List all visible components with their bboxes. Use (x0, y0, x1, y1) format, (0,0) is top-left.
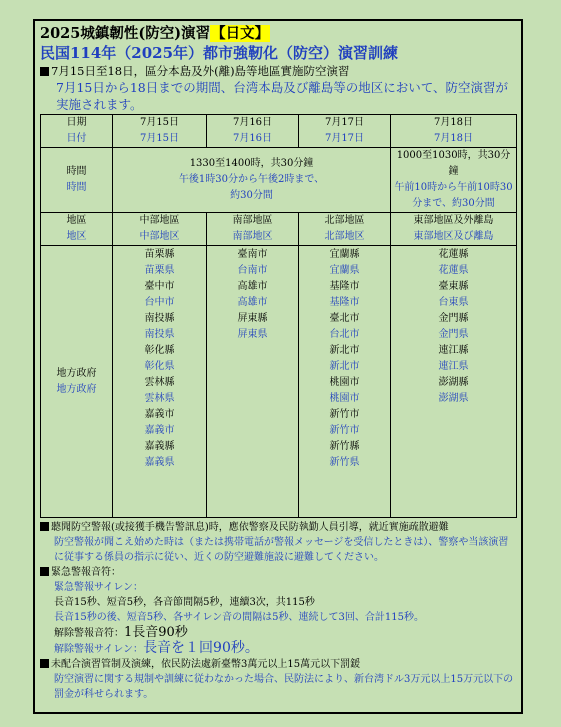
language-tag: 【日文】 (211, 25, 270, 42)
note-clear-zh: 解除警報音符：1長音90秒 (54, 625, 188, 640)
gov-name-ja: 台中市 (144, 297, 175, 308)
time-label: 時間 時間 (41, 148, 113, 213)
gov-name-ja: 金門県 (438, 329, 469, 340)
gov-name-ja: 基隆市 (329, 297, 360, 308)
gov-name-zh: 臺東縣 (438, 281, 469, 292)
gov-list-south (207, 246, 299, 518)
gov-name-zh: 新北市 (329, 345, 360, 356)
bullet-icon (40, 567, 49, 576)
gov-list-east (391, 246, 517, 518)
gov-name-ja: 台東県 (438, 297, 469, 308)
title-ja: 民国114年（2025年）都市強靭化（防空）演習訓練 (40, 44, 399, 62)
gov-name-zh: 金門縣 (438, 313, 469, 324)
area-cell: 北部地區 北部地区 (299, 213, 391, 246)
gov-name-ja: 彰化県 (144, 361, 175, 372)
gov-name-ja: 嘉義市 (144, 425, 175, 436)
gov-name-zh: 宜蘭縣 (329, 249, 360, 260)
gov-name-zh: 雲林縣 (144, 377, 175, 388)
bullet-icon (40, 522, 49, 531)
gov-name-zh: 南投縣 (144, 313, 175, 324)
area-cell: 東部地區及外離島 東部地区及び離島 (391, 213, 517, 246)
note-alert-detail-ja: 長音15秒の後、短音5秒、各サイレン音の間隔は5秒、連続して3回、合計115秒。 (54, 612, 424, 623)
gov-name-zh: 花蓮縣 (438, 249, 469, 260)
gov-name-ja: 連江県 (438, 361, 469, 372)
date-row (41, 115, 517, 148)
area-cell: 南部地區 南部地区 (207, 213, 299, 246)
intro-zh-text: 7月15日至18日，區分本島及外(離)島等地區實施防空演習 (51, 64, 350, 78)
gov-name-zh: 桃園市 (329, 377, 360, 388)
gov-name-zh: 嘉義市 (144, 409, 175, 420)
note-penalty-ja: 防空演習に関する規制や訓練に従わなかった場合、民防法により、新台湾ドル3万元以上15万元以下の罰金が科せられます。 (54, 674, 514, 700)
gov-name-zh: 高雄市 (237, 281, 268, 292)
gov-name-ja: 桃園市 (329, 393, 360, 404)
gov-name-zh: 臺南市 (237, 249, 268, 260)
intro-ja: 7月15日から18日までの期間、台湾本島及び離島等の地区において、防空演習が実施されます。 (56, 80, 509, 112)
note-alert-zh: 緊急警報音符： (40, 565, 516, 580)
gov-name-ja: 台南市 (237, 265, 268, 276)
gov-name-ja: 新竹県 (329, 457, 360, 468)
area-row (41, 213, 517, 246)
gov-name-zh: 新竹市 (329, 409, 360, 420)
gov-name-zh: 嘉義縣 (144, 441, 175, 452)
gov-name-ja: 南投県 (144, 329, 175, 340)
gov-name-ja: 宜蘭県 (329, 265, 360, 276)
bullet-icon (40, 659, 49, 668)
date-cell: 7月16日 7月16日 (207, 115, 299, 148)
gov-name-ja: 新竹市 (329, 425, 360, 436)
date-cell: 7月15日 7月15日 (113, 115, 207, 148)
gov-name-ja: 澎湖県 (438, 393, 469, 404)
schedule-table (40, 114, 517, 518)
area-label: 地區 地区 (41, 213, 113, 246)
gov-list-central (113, 246, 207, 518)
note-alert-ja: 緊急警報サイレン： (54, 582, 144, 593)
title-zh (40, 24, 516, 43)
gov-name-ja: 嘉義県 (144, 457, 175, 468)
gov-name-ja: 新北市 (329, 361, 360, 372)
gov-name-zh: 屏東縣 (237, 313, 268, 324)
gov-name-zh: 澎湖縣 (438, 377, 469, 388)
gov-list-north (299, 246, 391, 518)
gov-name-ja: 高雄市 (237, 297, 268, 308)
time-cell-east: 1000至1030時，共30分鐘 午前10時から午前10時30 分まで、約30分間 (391, 148, 517, 213)
time-row (41, 148, 517, 213)
note-alert-detail-zh: 長音15秒、短音5秒，各音節間隔5秒，連續3次，共115秒 (54, 597, 315, 608)
note-clear-ja: 解除警報サイレン：長音を１回90秒。 (54, 640, 259, 656)
gov-name-zh: 臺北市 (329, 313, 360, 324)
note-penalty-zh: 未配合演習管制及演練，依民防法處新臺幣3萬元以上15萬元以下罰鍰 (40, 657, 516, 672)
gov-name-ja: 屏東県 (237, 329, 268, 340)
gov-name-zh: 臺中市 (144, 281, 175, 292)
notes-section (40, 520, 516, 702)
date-cell: 7月17日 7月17日 (299, 115, 391, 148)
title-zh-text: 2025城鎮韌性(防空)演習 (40, 25, 211, 42)
time-cell-main: 1330至1400時，共30分鐘 午後1時30分から午後2時まで、 約30分間 (113, 148, 391, 213)
gov-name-zh: 彰化縣 (144, 345, 175, 356)
intro-zh (40, 63, 516, 79)
date-cell: 7月18日 7月18日 (391, 115, 517, 148)
gov-name-ja: 台北市 (329, 329, 360, 340)
gov-label: 地方政府 地方政府 (41, 246, 113, 518)
date-label: 日期 日付 (41, 115, 113, 148)
gov-row (41, 246, 517, 518)
note-evacuation-ja: 防空警報が聞こえ始めた時は（または携帯電話が警報メッセージを受信したときは）、警察や当該演習に従事する係員の指示に従い、近くの防空避難施設に避難してください。 (54, 537, 509, 563)
gov-name-ja: 雲林県 (144, 393, 175, 404)
gov-name-ja: 苗栗県 (144, 265, 175, 276)
gov-name-zh: 基隆市 (329, 281, 360, 292)
gov-name-ja: 花蓮県 (438, 265, 469, 276)
bullet-icon (40, 67, 49, 76)
gov-name-zh: 連江縣 (438, 345, 469, 356)
notice-panel (33, 19, 523, 714)
area-cell: 中部地區 中部地区 (113, 213, 207, 246)
gov-name-zh: 新竹縣 (329, 441, 360, 452)
gov-name-zh: 苗栗縣 (144, 249, 175, 260)
note-evacuation-zh: 聽聞防空警報(或接獲手機告警訊息)時，應依警察及民防執勤人員引導，就近實施疏散避難 (40, 520, 516, 535)
